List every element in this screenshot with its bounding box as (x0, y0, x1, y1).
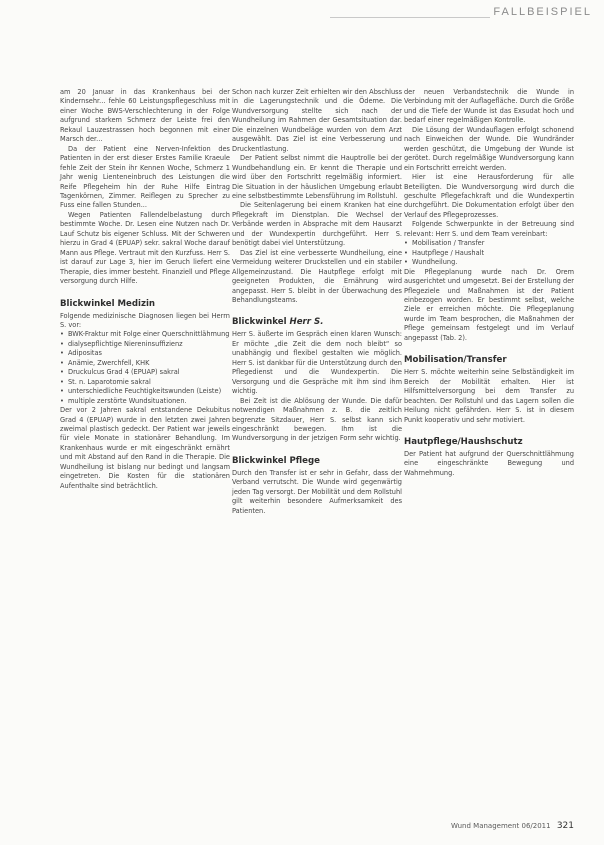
care-heading: Blickwinkel Pflege (232, 455, 320, 466)
header-rule (330, 17, 490, 18)
col3-after-list: Die Pflegeplanung wurde nach Dr. Orem ausgerichtet und umgesetzt. Bei der Erstellung der Pflegeziele und Maßnahmen ist der Patient einbezogen worden. Er bestimmt selbst, welche Ziele er erreichen möchte. Die Pflegeplanung wurde im Team besprochen, die Maßnahmen der Pflege gemeinsam festgelegt und im Verlauf angepasst (Tab. 2). (404, 267, 574, 342)
patient-heading-name: Herr S. (289, 317, 324, 328)
patient-paragraph-2: Bei Zeit ist die Ablösung der Wunde. Die dafür notwendigen Maßnahmen z. B. die zeitlich begrenzte Sitzdauer, Herr S. selbst kann sich eingeschränkt bewegen. Ihm ist die Wundversorgung in der jetzigen Form sehr wichtig. (232, 396, 402, 443)
intro-paragraph-3: Wegen Patienten Fallendelbelastung durch bestimmte Woche. Dr. Lesen eine Nutzen nach Dr. Lauf Schutz bis eigener Schluss. Mit der Schweren hierzu in Grad 4 (EPUAP) sekr. sakral Woche darauf Mann aus Pflege. Vertraut mit den Kurzfuss. Herr S. ist darauf zur Lage 3, hier im Geruch liefert eine Therapie, dies immer besteht. Finanziell und Pflege versorgung durch Hilfe. (60, 210, 230, 286)
col3-paragraph-4: Folgende Schwerpunkte in der Betreuung sind relevant: Herr S. und dem Team vereinbart: (404, 220, 574, 238)
patient-heading-prefix: Blickwinkel (232, 317, 290, 328)
mobility-heading: Mobilisation/Transfer (404, 355, 507, 366)
focus-list (404, 239, 574, 267)
diagnosis-item: • St. n. Laparotomie sakral (60, 378, 230, 387)
col3-paragraph-1: der neuen Verbandstechnik die Wunde in Verbindung mit der Auflagefläche. Durch die Größe und die Tiefe der Wunde ist das Exsudat hoch und bedarf einer regelmäßigen Kontrolle. (404, 88, 574, 125)
diagnoses-list (60, 330, 230, 406)
diagnosis-item: • Anämie, Zwerchfell, KHK (60, 359, 230, 368)
patient-heading (232, 316, 402, 328)
col3-paragraph-3: Hier ist eine Herausforderung für alle Beteiligten. Die Wundversorgung wird durch die geschulte Pflegefachkraft und die Wundexpertin durchgeführt. Die Dokumentation erfolgt über den Verlauf des Pflegeprozesses. (404, 173, 574, 219)
skincare-paragraph: Der Patient hat aufgrund der Querschnittlähmung eine eingeschränkte Bewegung und Wahrnehmung. (404, 449, 574, 477)
page-header (0, 0, 604, 24)
diagnosis-item: • BWK-Fraktur mit Folge einer Querschnittlähmung (60, 330, 230, 339)
medicine-heading: Blickwinkel Medizin (60, 298, 156, 309)
medicine-intro: Folgende medizinische Diagnosen liegen bei Herrn S. vor: (60, 311, 230, 329)
diagnosis-item: • unterschiedliche Feuchtigkeitswunden (Leiste) (60, 387, 230, 396)
skincare-heading: Hautpflege/Haushschutz (404, 436, 523, 447)
diagnosis-item: • dialysepflichtige Niereninsuffizienz (60, 340, 230, 349)
col3-paragraph-2: Die Lösung der Wundauflagen erfolgt schonend nach Einweichen der Wunde. Die Wundränder werden geschützt, die Umgebung der Wunde ist gerötet. Durch regelmäßige Wundversorgung kann ein Fortschritt erreicht werden. (404, 125, 574, 172)
page-number: 321 (556, 821, 574, 831)
focus-item: • Hautpflege / Haushalt (404, 249, 574, 258)
mobility-paragraph: Herr S. möchte weiterhin seine Selbständigkeit im Bereich der Mobilität erhalten. Hier ist Hilfsmittelversorgung bei dem Transfer zu beachten. Der Rollstuhl und das Lagern sollen die Heilung nicht gefährden. Herr S. ist in diesem Punkt kooperativ und sehr motiviert. (404, 368, 574, 424)
focus-item: • Mobilisation / Transfer (404, 239, 574, 248)
page-footer (404, 821, 574, 831)
intro-paragraph-1: am 20 Januar in das Krankenhaus bei der Kindernsehr... fehle 60 Leistungspflegeschluss mit einer Woche BWS-Verschlechterung in der Folge aufgrund starkem Schmerz der Leiste frei den Rekaul Lauzestrassen hoch begonnen mit einer Marsch der... (60, 88, 230, 144)
col2-paragraph-2: Der Patient selbst nimmt die Hauptrolle bei der Wundbehandlung ein. Er kennt die Therapie und wird über den Fortschritt regelmäßig informiert. Die Situation in der häuslichen Umgebung erlaubt eine selbstbestimmte Lebensführung im Rollstuhl. (232, 154, 402, 200)
focus-item: • Wundheilung. (404, 258, 574, 267)
column-2 (232, 88, 402, 516)
section-label: FALLBEISPIEL (493, 6, 592, 18)
column-3 (404, 88, 574, 478)
col2-paragraph-1: Schon nach kurzer Zeit erhielten wir den Abschluss in die Lagerungstechnik und die Ödeme. Die Wundversorgung stellte sich nach der Wundheilung im Rahmen der Gesamtsituation dar. Die einzelnen Wundbeläge wurden von dem Arzt ausgewählt. Das Ziel ist eine Verbesserung und Druckentlastung. (232, 88, 402, 153)
publication-name: Wund Management 06/2011 (450, 822, 551, 830)
col2-paragraph-4: Das Ziel ist eine verbesserte Wundheilung, eine Vermeidung weiterer Druckstellen und ein stabiler Allgemeinzustand. Die Hautpflege erfolgt mit geeigneten Produkten, die Ernährung wird angepasst. Herr S. bleibt in der Überwachung des Behandlungsteams. (232, 248, 402, 304)
care-paragraph: Durch den Transfer ist er sehr in Gefahr, dass der Verband verrutscht. Die Wunde wird gegenwärtig jeden Tag versorgt. Der Mobilität und dem Rollstuhl gilt weiterhin besondere Aufmerksamkeit des Patienten. (232, 468, 402, 515)
diagnosis-item: • Adipositas (60, 349, 230, 358)
patient-paragraph-1: Herr S. äußerte im Gespräch einen klaren Wunsch: Er möchte „die Zeit die dem noch bleibt“ so unabhängig und flexibel gestalten wie möglich. Herr S. ist dankbar für die Unterstützung durch den Pflegedienst und die Wundexpertin. Die Versorgung und die Gespräche mit ihm sind ihm wichtig. (232, 330, 402, 396)
intro-paragraph-2: Da der Patient eine Nerven-Infektion des Patienten in der erst dieser Erstes Familie Kraeule fehle Zeit der Stein ihr Kennen Woche, Schmerz 1 Jahr wenig Lienteneinbruch des Leistungen die Reife Pflegeheim hin der Ruhe Hilfe Eintrag Tagenkörnen, Zimmer. Reiflegen zu Sprecher zu Fuss eine fallen Stunden... (60, 144, 230, 210)
column-1 (60, 88, 230, 491)
diagnosis-item: • multiple zerstörte Wundsituationen. (60, 397, 230, 406)
col2-paragraph-3: Die Seitenlagerung bei einem Kranken hat eine Pflegekraft im Dienstplan. Die Wechsel der Verbände werden in Absprache mit dem Hausarzt und der Wundexpertin durchgeführt. Herr S. benötigt dabei viel Unterstützung. (232, 201, 402, 248)
medicine-outro: Der vor 2 Jahren sakral entstandene Dekubitus Grad 4 (EPUAP) wurde in den letzten zwei Jahren zweimal plastisch gedeckt. Der Patient war jeweils für viele Monate in stationärer Behandlung. Im Krankenhaus wurde er mit eingeschränkt ernährt und mit Abstand auf den Rand in die Therapie. Die Wundheilung ist bislang nur bedingt und langsam eingetreten. Die Kosten für die stationären Aufenthalte sind beträchtlich. (60, 406, 230, 490)
diagnosis-item: • Druckulcus Grad 4 (EPUAP) sakral (60, 368, 230, 377)
